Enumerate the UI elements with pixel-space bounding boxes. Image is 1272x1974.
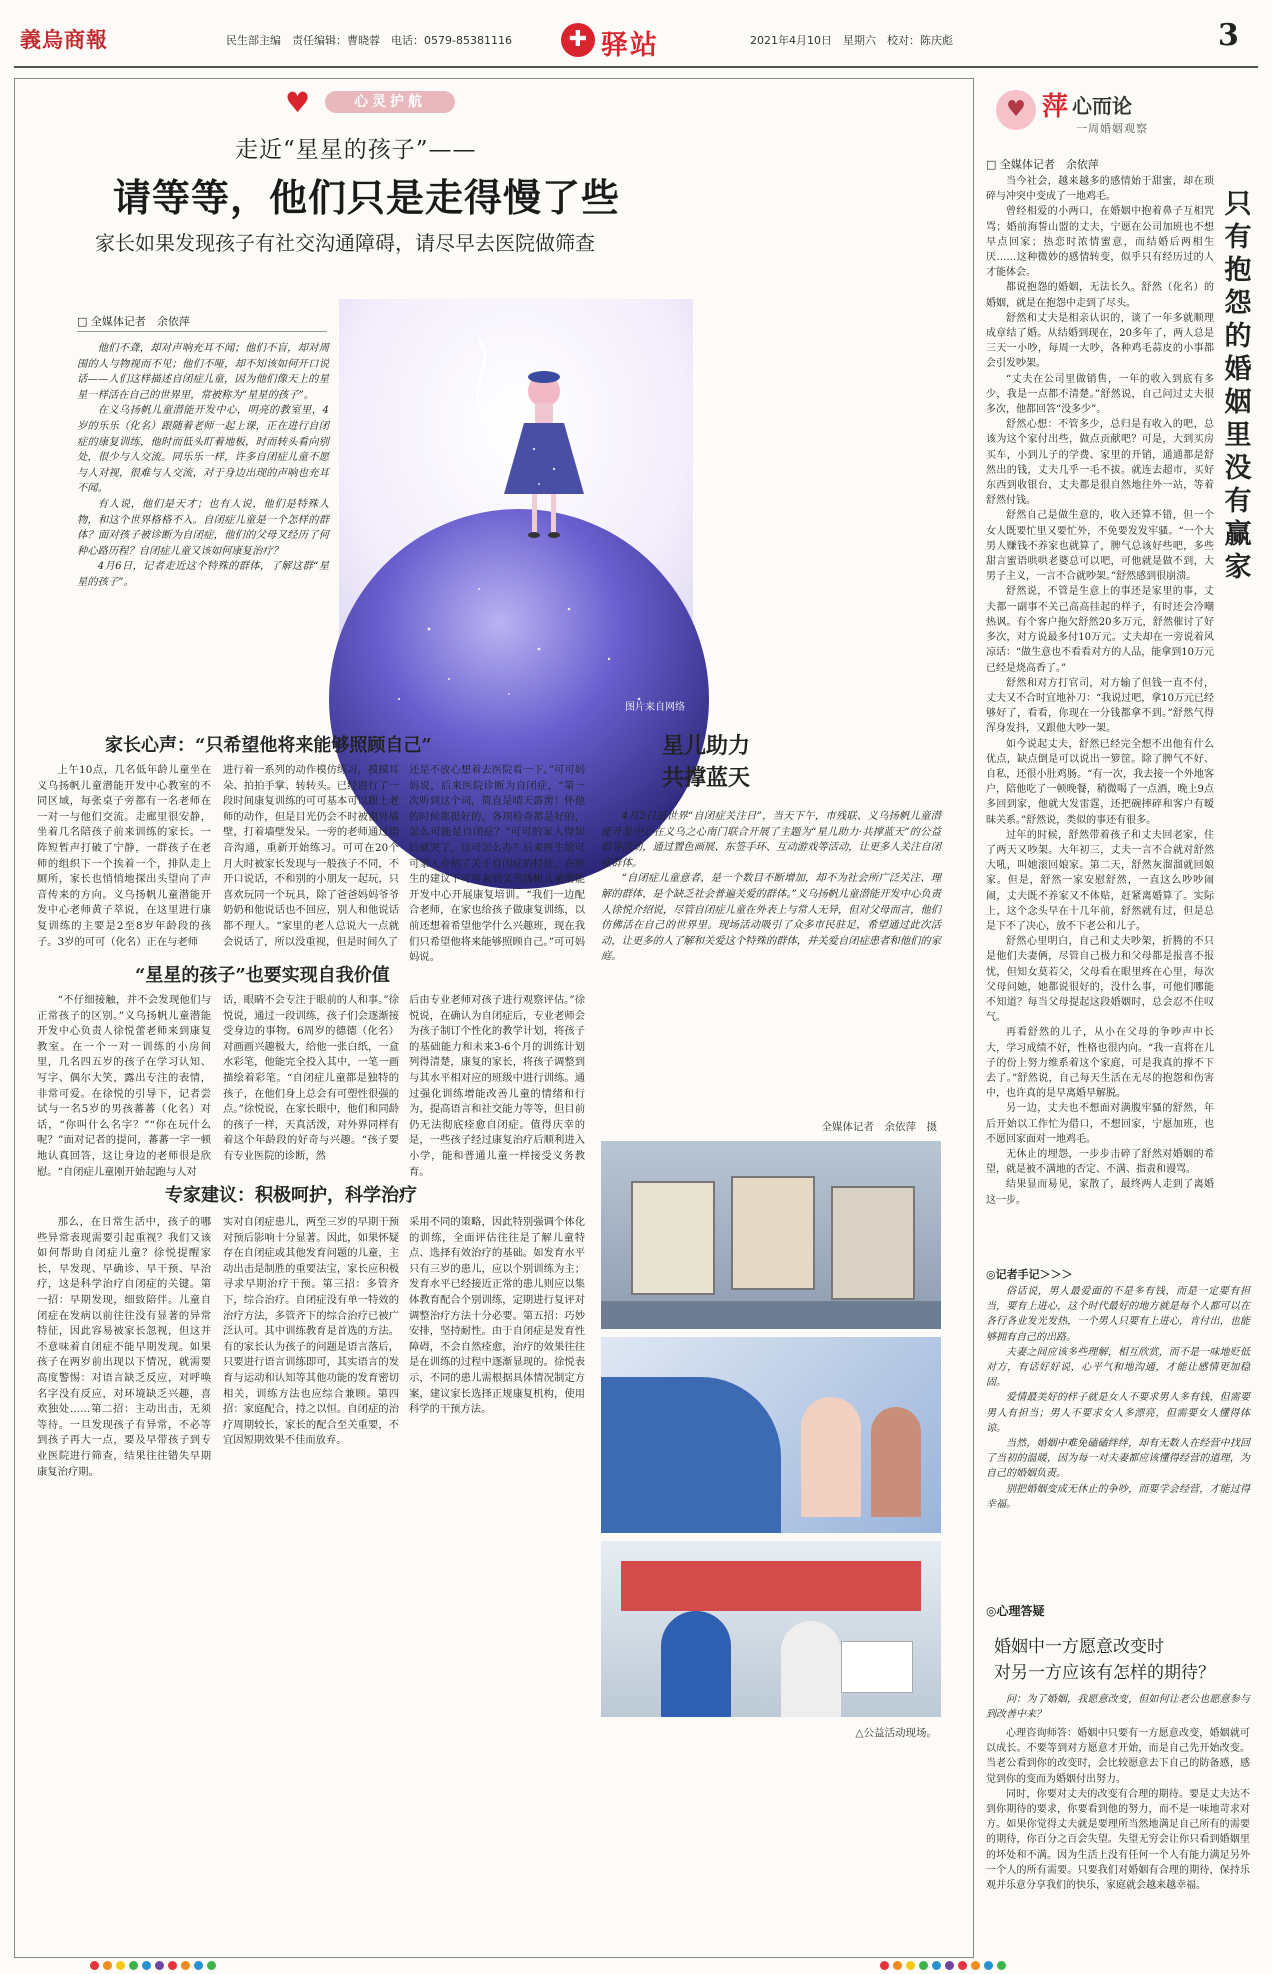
footer-dot [932,1961,941,1970]
footer-dot [984,1961,993,1970]
note-title: ◎记者手记＞＞＞ [986,1268,1073,1281]
subhead: 家长如果发现孩子有社交沟通障碍，请尽早去医院做筛查 [95,231,595,255]
qa-question: 问：为了婚姻，我愿意改变，但如何让老公也愿意参与到改善中来？ [986,1694,1250,1721]
kicker: 走近“星星的孩子”—— [235,137,477,163]
footer-dot [919,1961,928,1970]
sec3-col: 实对自闭症患儿，两至三岁的早期干预对预后影响十分显著。因此，如果怀疑存在自闭症或其他发育问题的儿童，主动出击是制胜的重要法宝，家长应积极寻求早期治疗干预。第三招：多管齐下，综合治疗。自闭症没有单一特效的治疗方法，多管齐下的综合治疗已被广泛认可。其中训练教育是首选的方法。有的家长认为孩子的问题是语言落后，只要进行语言训练即可，其实语言的发育与运动和认知等其他功能的发育密切相关，训练方法也应综合兼顾。第四招：家庭配合，持之以恒。自闭症的治疗周期较长，家长的配合至关重要，不宜因短期效果不佳而放弃。 [223,1216,399,1447]
body-para: 舒然自己是做生意的，收入还算不错，但一个女人既要忙里又要忙外，不免要发发牢骚。“一个大男人赚钱不养家也就算了，脾气总该好些吧，多些甜言蜜语哄哄老婆总可以吧，可他就是做不到，大男子主义，一言不合就吵架。”舒然感到很崩溃。 [986,510,1214,583]
footer-dot [997,1961,1006,1970]
footer-dot [880,1961,889,1970]
section-logo [561,21,711,61]
section-name: 驿站 [601,30,659,61]
event-photo-3 [601,1541,941,1717]
column-logo [996,86,1196,146]
sec1-col: 上午10点，几名低年龄儿童坐在义乌扬帆儿童潜能开发中心教室的不同区域，每张桌子旁都有一名老师在一对一与他们交流。走廊里很安静，坐着几名陪孩子前来训练的家长。一阵短暂声打破了宁静，一群孩子在老师的组织下一个挨着一个，排队走上厕所，家长也悄悄地探出头望向了声音传来的方向。义乌扬帆儿童潜能开发中心老师黄子萃说，在这里进行康复训练的主要是2至8岁年龄段的孩子。3岁的可可（化名）正在与老师 [37,764,211,948]
intro-para: 在义乌扬帆儿童潜能开发中心，明亮的教室里，4岁的乐乐（化名）跟随着老师一起上课，正在进行自闭症的康复训练，他时而低头盯着地板，时而转头看向别处，很少与人交流。同乐乐一样，许多自闭症儿童不愿与人对视，很难与人交流，对于身边出现的声响也充耳不闻。 [77,404,329,495]
body-para: 舒然和丈夫是相亲认识的，谈了一年多就顺理成章结了婚。从结婚到现在，20多年了，两人总是三天一小吵，每周一大吵，各种鸡毛蒜皮的小事都会引发吵架。 [986,312,1214,370]
right-byline: □ 全媒体记者 余依萍 [986,158,1099,171]
body-para: 舒然心里明白，自己和丈夫吵架，折腾的不只是他们夫妻俩，尽管自己极力和父母都是报喜不报忧，但知女莫若父，父母看在眼里疼在心里，每次父母问她，她都说很好的，没什么事，可他们哪能不知道？每当父母提起这段婚姻时，总会忍不住叹气。 [986,936,1214,1024]
illustration-credit: 图片来自网络 [625,702,685,713]
sec2-col: 话，眼睛不会专注于眼前的人和事。”徐悦说，通过一段训练，孩子们会逐渐接受身边的事物。6周岁的德德（化名）对画画兴趣极大，给他一张白纸，一盒水彩笔，他能完全投入其中，一笔一画描绘着彩笔。“自闭症儿童都是独特的孩子，在他们身上总会有可塑性很强的点。”徐悦说，在家长眼中，他们和同龄的孩子一样，天真活泼，对外界同样有着这个年龄段的好奇与兴趣。“孩子要有专业医院的诊断，然 [223,994,399,1162]
girl-on-planet-illustration [339,299,693,719]
footer-dot [155,1961,164,1970]
body-para: 都说抱怨的婚姻，无法长久。舒然（化名）的婚姻，就是在抱怨中走到了尽头。 [986,282,1214,309]
footer-dot [116,1961,125,1970]
star-title-1: 星儿助力 [661,733,750,759]
illustration [339,299,693,719]
footer-dot [906,1961,915,1970]
qa-answer [986,1726,1250,1948]
sec1-col: 进行着一系列的动作模仿练习，摸摸耳朵、拍拍手掌、转转头。已经进行了一段时间康复训练的可可基本可以跟上老师的动作，但是目光仍会不时被窗外墙壁，打着墙壁发呆。一旁的老师通过语音沟通，重新开始练习。可可在20个月大时被家长发现与一般孩子不同，不开口说话，不和别的小朋友一起玩，只喜欢玩同一个玩具，除了爸爸妈妈爷爷奶奶和他说话也不回应，别人和他说话都不理人。“家里的老人总说大一点就会说话了，所以没重视，但是时间久了 [223,764,399,948]
qa-title-2: 对另一方应该有怎样的期待？ [994,1663,1215,1683]
page-number: 3 [1218,18,1239,53]
note-para: 俗话说，男人最爱面的不是多有钱，而是一定要有担当，要有上进心，这个时代最好的地方就是每个人都可以在各行各业发光发热，一个男人只要有上进心，肯付出，也能够拥有自己的出路。 [986,1286,1250,1343]
qa-para: 心理咨询师答：婚姻中只要有一方愿意改变，婚姻就可以成长。不要等到对方愿意才开始，而是自己先开始改变。当老公看到你的改变时，会比较愿意去下自己的防备感，感觉到你的变而为婚姻付出努力。 [986,1728,1250,1785]
masthead-rule [14,66,1258,68]
sec2-col: “不仔细接触，并不会发现他们与正常孩子的区别。”义乌扬帆儿童潜能开发中心负责人徐悦蕾老师来到康复教室。在一个一对一训练的小房间里，几名四五岁的孩子在学习认知、写字、偶尔大笑，露出专注的表情，非常可爱。在徐悦的引导下，记者尝试与一名5岁的男孩蕃蕃（化名）对话，“你叫什么名字？”“你在玩什么呢？”面对记者的提问，蕃蕃一字一顿地认真回答，这让身边的老师很是欣慰。“自闭症儿童刚开始起跑与人对 [37,994,211,1178]
body-para: 无休止的埋怨，一步步击碎了舒然对婚姻的希望，就是被不满地的否定、不满、指责和谩骂。 [986,1149,1214,1176]
footer-dot [207,1961,216,1970]
footer-dots-right [880,1955,1080,1967]
qa-tag: ◎心理答疑 [986,1604,1045,1618]
sec1-title: 家长心声：“只希望他将来能够照顾自己” [105,735,432,756]
body-para: 如今说起丈夫，舒然已经完全想不出他有什么优点，缺点倒是可以说出一箩筐。除了脾气不好、自私，还很小肚鸡肠。“有一次，我去接一个外地客户，陪他吃了一顿晚餐，稍微喝了一点酒，晚上9点多回到家，他就大发雷霆，还把碗摔碎和客户有暧昧关系。”舒然说，类似的事还有很多。 [986,738,1214,826]
footer-dot [194,1961,203,1970]
footer-dot [168,1961,177,1970]
footer-dot [893,1961,902,1970]
footer-dot [129,1961,138,1970]
star-body [601,809,941,1109]
sec3-col: 采用不同的策略，因此特别强调个体化的训练，全面评估往往是了解儿童特点、选择有效治疗的基础。如发育水平只有三岁的患儿，应以个别训练为主；发育水平已经接近正常的患儿则应以集体教育配合个别训练，定期进行复评对调整治疗方法十分必要。第五招：巧妙安排，坚持耐性。由于自闭症是发育性障碍，不会自然痊愈，治疗的效果往往是在训练的过程中逐渐显现的。徐悦表示，不同的患儿需根据具体情况制定方案，建议家长选择正规康复机构，使用科学的干预方法。 [409,1216,585,1416]
photo-caption: △公益活动现场。 [855,1727,937,1739]
column-tag-label: 心灵护航 [325,91,455,113]
qa-para: 同时，你要对丈夫的改变有合理的期待。要是丈夫达不到你期待的要求，你要看到他的努力，而不是一味地苛求对方。如果你觉得丈夫就是要理所当然地满足自己所有的需要的期待，你百分之百会失望。失望无穷会让你只看到婚姻里的坏处和不满。因为生活上没有任何一个人有能力满足另外一个人的所有需要。只要我们对婚姻有合理的期待，保持乐观并乐意分享我们的快乐，家庭就会越来越幸福。 [986,1788,1250,1892]
intro-para: 有人说，他们是天才；也有人说，他们是特殊人物，和这个世界格格不入。自闭症儿童是一个怎样的群体？面对孩子被诊断为自闭症，他们的父母又经历了何种心路历程？自闭症儿童又该如何康复治疗？ [77,497,329,557]
footer-dot [958,1961,967,1970]
main-story [14,78,974,1958]
sec2-title: “星星的孩子”也要实现自我价值 [135,965,390,986]
qa-title-1: 婚姻中一方愿意改变时 [994,1637,1164,1657]
column-logo-text: 心而论 [1072,94,1132,118]
byline-rule [77,331,327,332]
body-para: 曾经相爱的小两口，在婚姻中抱着鼻子互相咒骂；婚前海誓山盟的丈夫，宁愿在公司加班也不想早点回家；热恋时浓情蜜意，而结婚后两相生厌……这种微妙的感情转变，似乎只有经历过的人才能体会。 [986,206,1214,279]
note-body [986,1284,1250,1594]
sec2-col: 后由专业老师对孩子进行观察评估。”徐悦说，在确认为自闭症后，专业老师会为孩子制订个性化的教学计划，将孩子的基础能力和未来3-6个月的训练计划列得清楚，康复的家长，将孩子调整到与其水平相对应的班级中进行训练。通过强化训练增能改善儿童的情绪和行为，提高语言和社交能力等等，但目前仍无法彻底痊愈自闭症。值得庆幸的是，一些孩子经过康复治疗后顺利进入小学，能和普通儿童一样接受义务教育。 [409,994,585,1178]
note-para: 夫妻之间应该多些理解，相互欣赏，而不是一味地贬低对方，有话好好说，心平气和地沟通，才能让感情更加稳固。 [986,1346,1250,1389]
event-photo-2 [601,1337,941,1533]
section-logo-icon: ✚ [561,23,595,57]
body-para: 舒然心想：不管多少，总归是有收入的吧，总该为这个家付出些，做点贡献吧？可是，大到买房买车，小到儿子的学费、家里的开销，通通都是舒然出的钱，丈夫几乎一毛不拔。就连去超市，买好东西到收银台，丈夫都是很自然地往外一站，等着舒然付钱。 [986,419,1214,507]
event-photo-1 [601,1141,941,1329]
body-para: 另一边，丈夫也不想面对满腹牢骚的舒然，年后开始以工作忙为借口，不想回家，宁愿加班，也不愿回家面对一地鸡毛。 [986,1103,1214,1145]
right-body [986,174,1214,1254]
footer-dot [142,1961,151,1970]
star-para: 4月2日是世界“自闭症关注日”，当天下午，市残联、义乌扬帆儿童潜能开发中心在义乌之心南门联合开展了主题为“星儿助力·共撑蓝天”的公益倡导活动，通过置色画展、东签手环、互动游戏等活动，让更多人关注自闭症群体。 [601,810,941,869]
sec1-col: 还是不放心想着去医院看一下。”可可妈妈说，后来医院诊断为自闭症，“第一次听到这个词，简直是晴天霹雳！怀他的时候都挺好的，各项检查都是好的，怎么可能是自闭症？”可可的家人得知后就哭了，这可怎么办？后来医生给可可家人介绍了关于自闭症的特征，在医生的建议下可可来到义乌扬帆儿童潜能开发中心开展康复培训。“我们一边配合老师，在家也给孩子做康复训练，以前还想着希望他学什么兴趣班，现在我们只希望他将来能够照顾自己。”可可妈妈说。 [409,764,585,964]
right-column [986,78,1258,1958]
headline: 请等等，他们只是走得慢了些 [113,175,621,220]
note-para: 别把婚姻变成无休止的争吵，而要学会经营，才能过得幸福。 [986,1483,1250,1510]
footer-dot [90,1961,99,1970]
vertical-title: 只有抱怨的婚姻里没有赢家 [1224,189,1252,583]
body-para: 舒然和对方打官司，对方输了但钱一直不付，丈夫又不合时宜地补刀：“我说过吧，拿10万元已经够好了，看看，你现在一分钱都拿不到。”舒然气得浑身发抖，又跟他大吵一架。 [986,677,1214,735]
footer-dot [945,1961,954,1970]
body-para: 结果显而易见，家散了，最终两人走到了离婚这一步。 [986,1179,1214,1206]
masthead [0,0,1272,72]
sec3-col: 那么，在日常生活中，孩子的哪些异常表现需要引起重视？我们又该如何帮助自闭症儿童？徐悦提醒家长，早发现、早确诊、早干预、早治疗，这是科学治疗自闭症的关键。第一招：早期发现，细致陪伴。儿童自闭症在发病以前往往没有显著的异常特征，因此容易被家长忽视，但这并不意味着自闭症不能早期发现。如果孩子在两岁前出现以下情况，就需要高度警惕：对语言缺乏反应，对呼唤名字没有反应，对环境缺乏兴趣，喜欢独处……第二招：主动出击，无须等待。一旦发现孩子有异常，不必等到孩子再大一点，要及早带孩子到专业医院进行筛查，结果往往错失早期康复治疗期。 [37,1216,211,1478]
star-signature: 全媒体记者 余依萍 摄 [821,1121,937,1133]
body-para: 舒然说，不管是生意上的事还是家里的事，丈夫都一副事不关己高高挂起的样子，有时还会冷嘲热讽。有个客户拖欠舒然20多万元，舒然催讨了好多次，对方说最多付10万元。丈夫却在一旁说着风凉话：“做生意也不看看对方的人品，能拿到10万元已经是烧高香了。” [986,586,1214,674]
masthead-date: 2021年4月10日 星期六 校对：陈庆彪 [750,34,953,47]
column-tag [285,86,485,119]
note-para: 爱情最美好的样子就是女人不要求男人多有钱，但需要男人有担当；男人不要求女人多漂亮，但需要女人懂得体谅。 [986,1392,1250,1434]
body-para: “丈夫在公司里做销售，一年的收入到底有多少，我是一点都不清楚。”舒然说，自己问过丈夫很多次，他都回答“没多少”。 [986,373,1214,416]
masthead-editors: 民生部主编 责任编辑：曹晓蓉 电话：0579-85381116 [226,34,512,47]
column-logo-sub: 一周婚姻观察 [1076,122,1148,135]
body-para: 过年的时候，舒然带着孩子和丈夫回老家，住了两天又吵架。大年初三，丈夫一言不合就对舒然大吼，叫她滚回娘家。第二天，舒然灰溜溜就回娘家。但是，舒然一家安慰舒然，一直这么吵吵闹闹，丈夫既不养家又不体贴，赶紧离婚算了。实际上，这个念头早在十几年前，舒然就有过，但是总是下不了决心，放不下老公和儿子。 [986,829,1214,932]
body-para: 当今社会，越来越多的感情始于甜蜜，却在琐碎与冲突中变成了一地鸡毛。 [986,176,1214,203]
intro-para: 他们不聋，却对声响充耳不闻；他们不盲，却对周围的人与物视而不见；他们不哑，却不知该如何开口说话——人们这样描述自闭症儿童，因为他们像天上的星星一样活在自己的世界里，常被称为“星星的孩子”。 [77,342,329,401]
heart-icon: ♥ [285,86,311,119]
note-para: 当然，婚姻中难免磕磕绊绊，却有无数人在经营中找回了当初的温暖，因为每一对夫妻都应该懂得经营的道理，为自己的婚姻负责。 [986,1438,1250,1480]
footer-dot [971,1961,980,1970]
star-para: “自闭症儿童意者，是一个数目不断增加，却不为社会所广泛关注、理解的群体，是个缺乏社会普遍关爱的群体。”义乌扬帆儿童潜能开发中心负责人徐悦介绍说，尽管自闭症儿童在外表上与常人无异，但对父母而言，他们仿佛活在自己的世界里。现场活动吸引了众多市民驻足，希望通过此次活动，让更多的人了解和关爱这个特殊的群体，并关爱自闭症患者和他们的家庭。 [601,872,941,963]
footer-dots-left [90,1955,290,1967]
body-para: 再看舒然的儿子，从小在父母的争吵声中长大，学习成绩不好，性格也很内向。“我一直将在儿子的份上努力维系着这个家庭，可是我真的撑不下去了。”舒然说，自己每天生活在无尽的抱怨和伤害中，也许真的是早离婚早解脱。 [986,1027,1214,1100]
footer-dot [103,1961,112,1970]
footer-dot [181,1961,190,1970]
intro-para: 4月6日，记者走近这个特殊的群体，了解这群“星星的孩子”。 [77,560,329,588]
sec3-title: 专家建议：积极呵护，科学治疗 [165,1185,417,1206]
column-logo-char: 萍 [1042,92,1069,122]
star-title-2: 共撑蓝天 [661,765,750,791]
star-sidebar [601,709,961,1949]
intro-text [77,341,329,641]
byline: □ 全媒体记者 余依萍 [77,315,190,328]
couple-icon: ♥ [996,90,1036,130]
paper-name: 義烏商報 [20,27,108,52]
